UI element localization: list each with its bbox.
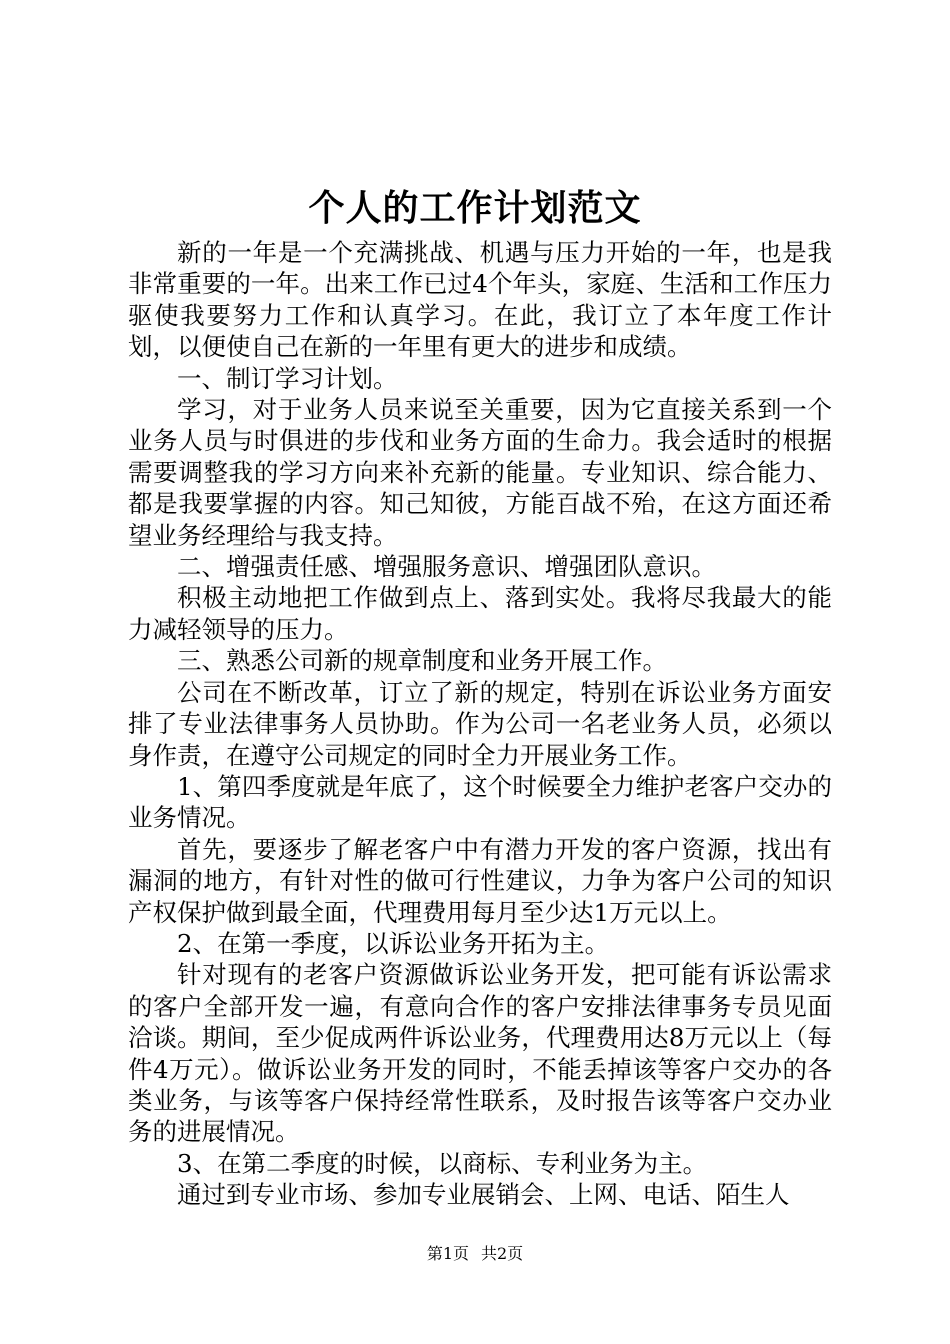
heading-study-plan: 一、制订学习计划。 xyxy=(177,363,398,393)
item-q2: 3、在第二季度的时候，以商标、专利业务为主。 xyxy=(177,1148,708,1178)
page-total: 共2页 xyxy=(481,1244,524,1263)
paragraph-responsibility: 积极主动地把工作做到点上、落到实处。我将尽我最大的能力减轻领导的压力。 xyxy=(128,583,832,644)
heading-company-rules: 三、熟悉公司新的规章制度和业务开展工作。 xyxy=(177,646,667,676)
paragraph-q1-detail: 针对现有的老客户资源做诉讼业务开发，把可能有诉讼需求的客户全部开发一遍，有意向合作的客户安排法律事务专员见面洽谈。期间，至少促成两件诉讼业务，代理费用达8万元以上（每件4万元）。做诉讼业务开发的同时，不能丢掉该等客户交办的各类业务，与该等客户保持经常性联系，及时报告该等客户交办业务的进展情况。 xyxy=(128,960,832,1147)
paragraph-company-rules: 公司在不断改革，订立了新的规定，特别在诉讼业务方面安排了专业法律事务人员协助。作为公司一名老业务人员，必须以身作责，在遵守公司规定的同时全力开展业务工作。 xyxy=(128,677,832,770)
item-q4: 1、第四季度就是年底了，这个时候要全力维护老客户交办的业务情况。 xyxy=(128,771,832,833)
heading-responsibility: 二、增强责任感、增强服务意识、增强团队意识。 xyxy=(177,552,716,582)
paragraph-q2-detail: 通过到专业市场、参加专业展销会、上网、电话、陌生人 xyxy=(177,1180,790,1210)
item-q1: 2、在第一季度，以诉讼业务开拓为主。 xyxy=(177,928,610,958)
document-title: 个人的工作计划范文 xyxy=(308,187,642,229)
paragraph-intro: 新的一年是一个充满挑战、机遇与压力开始的一年，也是我非常重要的一年。出来工作已过4个年头，家庭、生活和工作压力驱使我要努力工作和认真学习。在此，我订立了本年度工作计划，以便使自己在新的一年里有更大的进步和成绩。 xyxy=(128,238,832,362)
paragraph-q4-detail: 首先，要逐步了解老客户中有潜力开发的客户资源，找出有漏洞的地方，有针对性的做可行性建议，力争为客户公司的知识产权保护做到最全面，代理费用每月至少达1万元以上。 xyxy=(128,834,832,927)
paragraph-study: 学习，对于业务人员来说至关重要，因为它直接关系到一个业务人员与时俱进的步伐和业务方面的生命力。我会适时的根据需要调整我的学习方向来补充新的能量。专业知识、综合能力、都是我要掌握的内容。知己知彼，方能百战不殆，在这方面还希望业务经理给与我支持。 xyxy=(128,395,832,550)
page-footer xyxy=(0,1242,950,1266)
document-body xyxy=(128,237,832,1211)
page-number: 第1页 xyxy=(426,1244,469,1263)
